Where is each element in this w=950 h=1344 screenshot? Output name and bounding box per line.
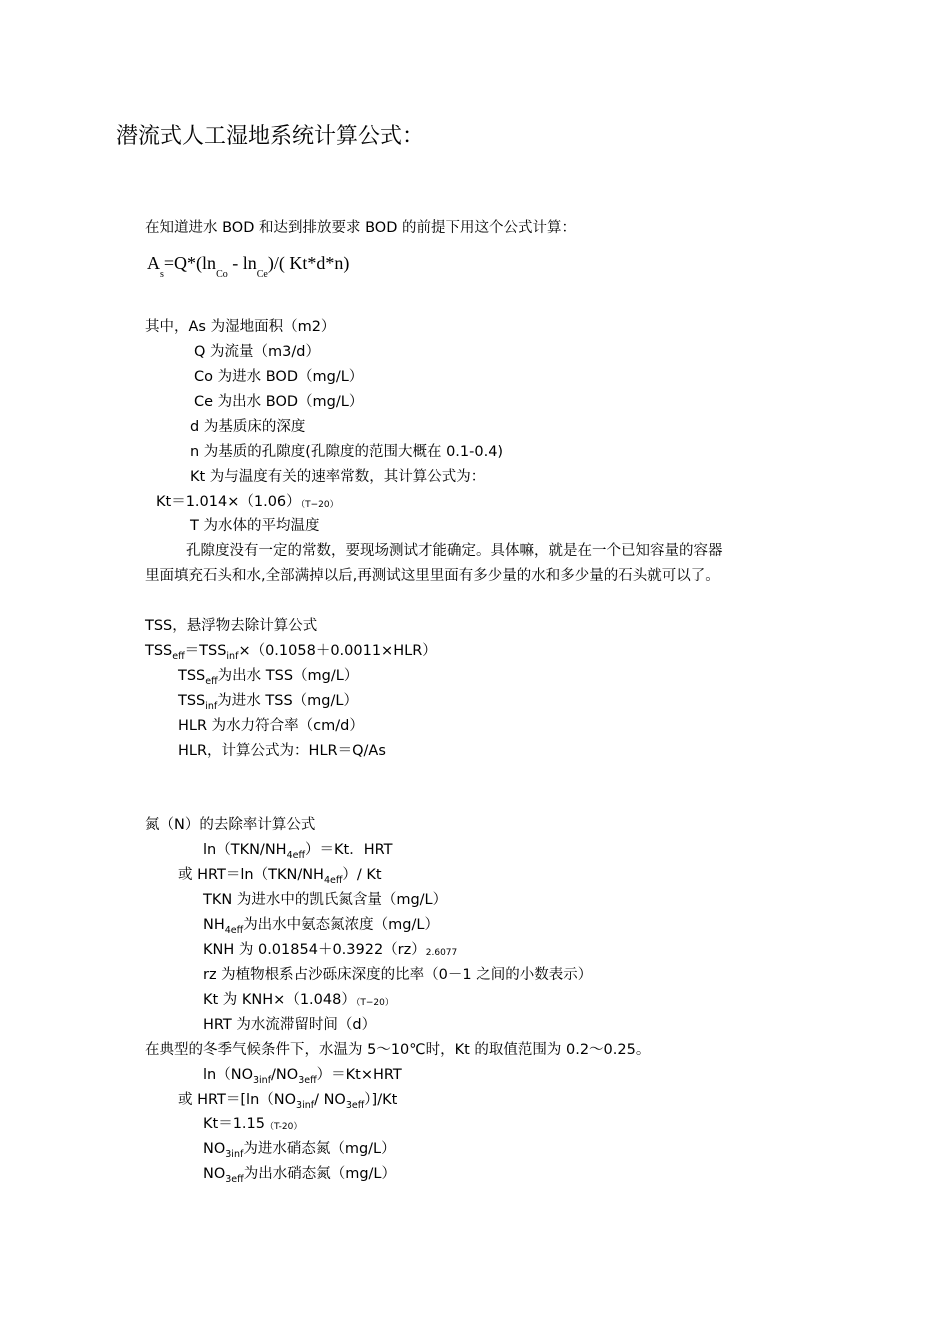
n-line-3-sub1: 3inf — [252, 1075, 272, 1086]
kt-knh-exp: （T−20） — [355, 998, 394, 1008]
porosity-line-1: 孔隙度没有一定的常数，要现场测试才能确定。具体嘛，就是在一个已知容量的容器 — [186, 543, 723, 559]
intro-text: 在知道进水 BOD 和达到排放要求 BOD 的前提下用这个公式计算： — [145, 220, 576, 236]
tss-eff-sub: eff — [205, 676, 218, 687]
tss-formula — [145, 641, 437, 663]
hlr-formula: HLR，计算公式为：HLR＝Q/As — [178, 743, 386, 759]
kt2-formula — [203, 1114, 302, 1136]
no3eff-a: NO — [203, 1166, 226, 1182]
formula-as-eq: =Q*(ln — [163, 253, 217, 273]
tss-eff-b: 为出水 TSS（mg/L） — [217, 668, 359, 684]
kt-formula-exp: （T−20） — [300, 500, 339, 510]
n-line-4-sub2: 3eff — [345, 1100, 365, 1111]
nh-def-b: 为出水中氨态氮浓度（mg/L） — [243, 917, 439, 933]
winter-note: 在典型的冬季气候条件下，水温为 5～10℃时，Kt 的取值范围为 0.2～0.25。 — [145, 1042, 651, 1058]
where-as: 其中，As 为湿地面积（m2） — [145, 319, 336, 335]
knh-def-exp: 2.6077 — [425, 948, 458, 958]
n-line-2-sub: 4eff — [323, 875, 343, 886]
tss-formula-a-sub: eff — [172, 651, 185, 662]
no3eff-sub: 3eff — [225, 1174, 244, 1185]
page-title: 潜流式人工湿地系统计算公式： — [116, 124, 425, 149]
tss-formula-a: TSS — [145, 643, 173, 659]
nh-def-a: NH — [203, 917, 225, 933]
formula-as-a: A — [147, 253, 160, 273]
where-t: T 为水体的平均温度 — [190, 518, 320, 534]
where-kt: Kt 为与温度有关的速率常数，其计算公式为： — [190, 469, 486, 485]
n-line-1-sub: 4eff — [286, 850, 306, 861]
tss-eff-a: TSS — [178, 668, 206, 684]
no3inf-b: 为进水硝态氮（mg/L） — [243, 1141, 396, 1157]
n-line-4 — [178, 1090, 397, 1112]
n-line-4-b: / NO — [314, 1092, 346, 1108]
kt-knh-main: Kt 为 KNH×（1.048） — [203, 992, 356, 1008]
where-n: n 为基质的孔隙度(孔隙度的范围大概在 0.1-0.4) — [190, 444, 504, 460]
as-formula — [147, 250, 349, 280]
formula-as-co-sub: Co — [216, 269, 228, 280]
no3eff-b: 为出水硝态氮（mg/L） — [243, 1166, 396, 1182]
tss-formula-c: ×（0.1058＋0.0011×HLR） — [238, 643, 437, 659]
tss-formula-b-sub: inf — [226, 651, 239, 662]
formula-as-tail: )/( Kt*d*n) — [267, 253, 350, 273]
tss-inf-sub: inf — [205, 701, 218, 712]
knh-def-main: KNH 为 0.01854＋0.3922（rz） — [203, 942, 426, 958]
n-line-2-a: 或 HRT＝ln（TKN/NH — [178, 867, 324, 883]
tss-eff-def — [178, 666, 358, 688]
n-line-1 — [203, 840, 393, 862]
hrt-def: HRT 为水流滞留时间（d） — [203, 1017, 377, 1033]
tkn-def: TKN 为进水中的凯氏氮含量（mg/L） — [203, 892, 448, 908]
where-co: Co 为进水 BOD（mg/L） — [194, 369, 364, 385]
n-line-2-b: ）/ Kt — [342, 867, 382, 883]
nh-def-sub: 4eff — [224, 925, 244, 936]
nitrogen-heading: 氮（N）的去除率计算公式 — [145, 817, 316, 833]
nh-def — [203, 915, 439, 937]
n-line-3-b: /NO — [271, 1067, 299, 1083]
n-line-3-sub2: 3eff — [298, 1075, 317, 1086]
no3inf-sub: 3inf — [225, 1149, 244, 1160]
no3inf-def — [203, 1139, 396, 1161]
knh-def — [203, 940, 457, 962]
where-q: Q 为流量（m3/d） — [194, 344, 320, 360]
n-line-4-a: 或 HRT＝[ln（NO — [178, 1092, 297, 1108]
n-line-3-a: ln（NO — [203, 1067, 253, 1083]
where-ce: Ce 为出水 BOD（mg/L） — [194, 394, 364, 410]
tss-heading: TSS，悬浮物去除计算公式 — [145, 618, 318, 634]
tss-inf-a: TSS — [178, 693, 206, 709]
kt-knh-def — [203, 990, 394, 1012]
n-line-3-c: ）＝Kt×HRT — [316, 1067, 402, 1083]
no3inf-a: NO — [203, 1141, 226, 1157]
tss-inf-def — [178, 691, 358, 713]
n-line-3 — [203, 1065, 402, 1087]
rz-def: rz 为植物根系占沙砾床深度的比率（0－1 之间的小数表示） — [203, 967, 593, 983]
hlr-def: HLR 为水力符合率（cm/d） — [178, 718, 364, 734]
kt-formula — [156, 492, 339, 514]
porosity-line-2: 里面填充石头和水,全部满掉以后,再测试这里里面有多少量的水和多少量的石头就可以了。 — [145, 568, 720, 584]
kt-formula-main: Kt＝1.014×（1.06） — [156, 494, 301, 510]
n-line-4-c: ）]/Kt — [364, 1092, 398, 1108]
kt2-main: Kt＝1.15 — [203, 1116, 265, 1132]
n-line-4-sub1: 3inf — [296, 1100, 315, 1111]
tss-inf-b: 为进水 TSS（mg/L） — [217, 693, 358, 709]
formula-as-ce-sub: Ce — [256, 269, 268, 280]
formula-as-mid: - ln — [227, 253, 257, 273]
where-d: d 为基质床的深度 — [190, 419, 306, 435]
n-line-1-a: ln（TKN/NH — [203, 842, 287, 858]
n-line-1-b: ）＝Kt．HRT — [305, 842, 393, 858]
no3eff-def — [203, 1164, 396, 1186]
tss-formula-b: ＝TSS — [184, 643, 227, 659]
formula-as-a-sub: s — [160, 269, 164, 280]
n-line-2 — [178, 865, 382, 887]
kt2-exp: （T-20） — [264, 1122, 303, 1132]
